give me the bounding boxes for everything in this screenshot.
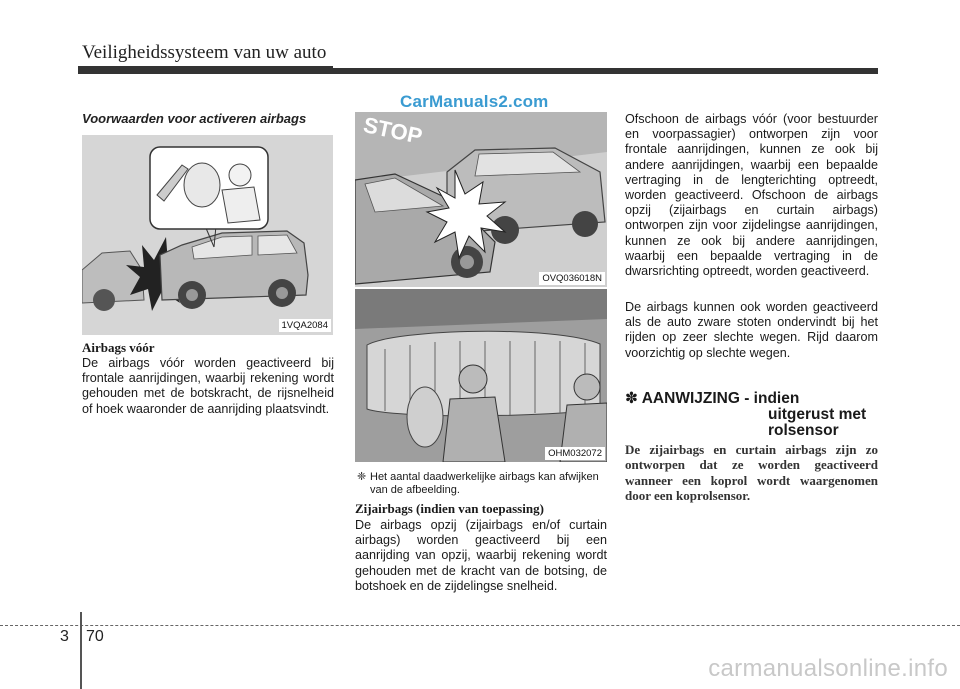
note-text: Het aantal daadwerkelijke airbags kan afwijken van de afbeelding. bbox=[370, 471, 599, 496]
side-collision-illustration bbox=[355, 112, 607, 287]
watermark-bottom: carmanualsonline.info bbox=[708, 655, 948, 682]
image-label-left: 1VQA2084 bbox=[279, 319, 331, 332]
image-label-middle-top: OVQ036018N bbox=[539, 272, 605, 285]
paragraph-side-airbags: De airbags opzij (zijairbags en/of curtain airbags) worden geactiveerd bij een aanrijding van opzij, waarbij rekening wordt gehouden met de kracht van de botsing, de botshoek en de zijdelingse snelheid. bbox=[355, 518, 607, 593]
frontal-collision-illustration bbox=[82, 135, 333, 335]
notice-text: De zijairbags en curtain airbags zijn zo ontworpen dat ze worden geactiveerd wanneer een koprol wordt waargenomen door een koprolsensor. bbox=[625, 442, 878, 504]
footer-dashed-rule bbox=[0, 625, 960, 626]
curtain-airbag-illustration bbox=[355, 289, 607, 462]
paragraph-other-collisions: Ofschoon de airbags vóór (voor bestuurder en voorpassagier) ontworpen zijn voor frontale aanrijdingen, kunnen ze ook bij andere aanrijdingen, waarbij een bepaalde vertraging in de lengterichting optreedt, worden geactiveerd. Ofschoon de airbags opzij (zijairbags en curtain airbags) ontworpen zijn voor zijdelingse aanrijdingen, kunnen ze ook bij andere aanrijdingen, waarbij een bepaalde vertraging in de dwarsrichting optreedt, worden geactiveerd. bbox=[625, 112, 878, 279]
paragraph-front-airbags: De airbags vóór worden geactiveerd bij frontale aanrijdingen, waarbij rekening wordt gehouden met de botskracht, de rijsnelheid of hoek waaronder de aanrijding plaatsvindt. bbox=[82, 356, 334, 416]
notice-heading bbox=[625, 391, 878, 439]
frontal-collision-drawing bbox=[82, 135, 333, 335]
paragraph-rough-roads: De airbags kunnen ook worden geactiveerd als de auto zware stoten ondervindt bij het rijden op zeer slechte wegen. Rijd daarom voorzichtig op slechte wegen. bbox=[625, 300, 878, 360]
notice-heading-line1: AANWIJZING - indien bbox=[641, 390, 800, 407]
subhead-front-airbags: Airbags vóór bbox=[82, 340, 155, 355]
subhead-side-airbags: Zijairbags (indien van toepassing) bbox=[355, 501, 544, 516]
stop-road-text: STOP bbox=[361, 112, 425, 149]
page-header-title: Veiligheidssysteem van uw auto bbox=[82, 42, 327, 63]
image-label-middle-bottom: OHM032072 bbox=[545, 447, 605, 460]
section-heading: Voorwaarden voor activeren airbags bbox=[82, 111, 307, 126]
image-note bbox=[357, 471, 607, 497]
notice-symbol-icon: ✽ bbox=[625, 390, 638, 407]
note-symbol: ❈ bbox=[357, 471, 367, 483]
notice-heading-line2: uitgerust met bbox=[768, 406, 867, 423]
chapter-number: 3 bbox=[60, 628, 69, 645]
watermark-top: CarManuals2.com bbox=[400, 92, 549, 111]
curtain-airbag-drawing bbox=[355, 289, 607, 462]
page-number: 70 bbox=[86, 628, 104, 645]
notice-heading-line3: rolsensor bbox=[768, 422, 839, 439]
header-rule-cap bbox=[78, 66, 333, 74]
footer-vertical-rule bbox=[80, 612, 82, 689]
